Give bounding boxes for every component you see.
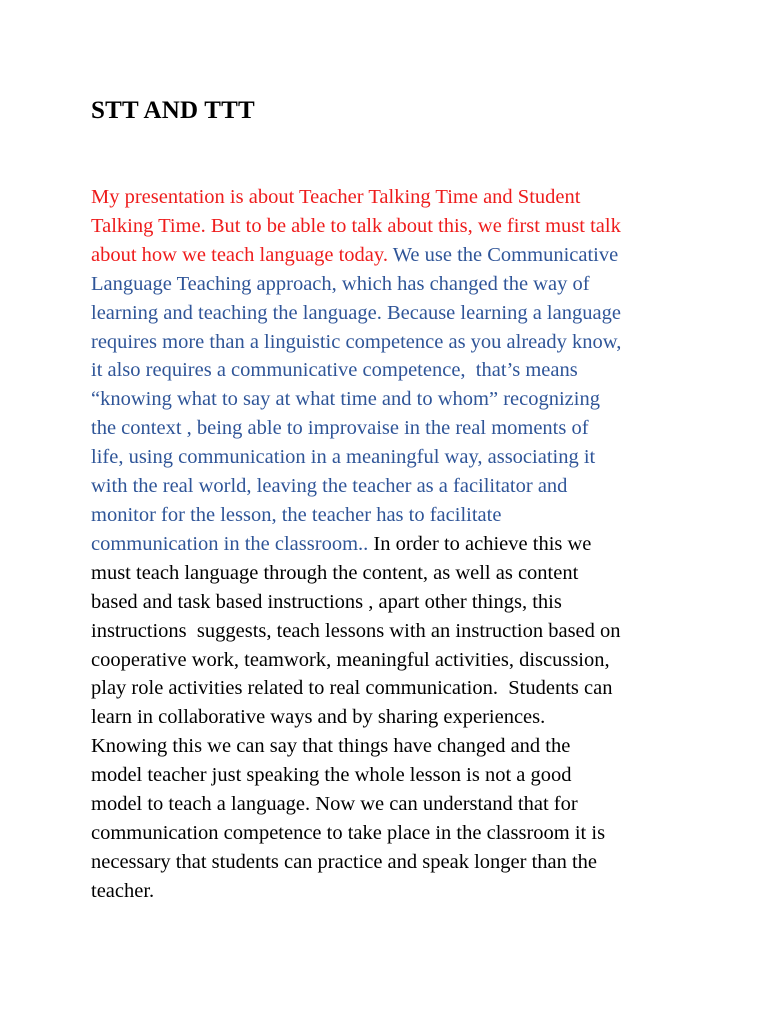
- text-line: [91, 385, 691, 414]
- text-line: [91, 703, 691, 732]
- text-line: [91, 732, 691, 761]
- text-line: [91, 212, 691, 241]
- text-run-black: must teach language through the content, as well as content: [91, 561, 579, 584]
- text-run-black: communication competence to take place in the classroom it is: [91, 821, 606, 844]
- text-line: [91, 790, 691, 819]
- text-line: [91, 530, 691, 559]
- text-run-blue: communication in the classroom..: [91, 532, 369, 555]
- text-run-black: learn in collaborative ways and by sharing experiences.: [91, 706, 546, 729]
- text-run-black: instructions suggests, teach lessons with an instruction based on: [91, 619, 621, 642]
- text-line: [91, 674, 691, 703]
- text-run-black: teacher.: [91, 879, 155, 902]
- text-line: [91, 241, 691, 270]
- text-line: [91, 443, 691, 472]
- text-run-red: My presentation is about Teacher Talking Time and Student: [91, 186, 581, 208]
- text-run-blue: with the real world, leaving the teacher as a facilitator and: [91, 475, 568, 498]
- text-line: [91, 183, 691, 212]
- text-line: [91, 588, 691, 617]
- text-line: [91, 270, 691, 299]
- text-line: [91, 414, 691, 443]
- text-run-blue: it also requires a communicative competence, that’s means: [91, 359, 578, 382]
- text-run-black: cooperative work, teamwork, meaningful activities, discussion,: [91, 648, 610, 671]
- text-run-black: model to teach a language. Now we can understand that for: [91, 793, 578, 816]
- text-run-blue: We use the Communicative: [387, 243, 619, 266]
- text-line: [91, 617, 691, 646]
- text-line: [91, 761, 691, 790]
- text-run-blue: requires more than a linguistic competence as you already know,: [91, 330, 622, 353]
- text-run-blue: the context , being able to improvaise in the real moments of: [91, 417, 589, 440]
- text-run-blue: life, using communication in a meaningful way, associating it: [91, 446, 596, 469]
- text-line: [91, 356, 691, 385]
- text-line: [91, 646, 691, 675]
- text-run-black: necessary that students can practice and speak longer than the: [91, 850, 598, 873]
- text-run-blue: “knowing what to say at what time and to whom” recognizing: [91, 388, 600, 411]
- document-body: [91, 183, 691, 906]
- text-run-blue: Language Teaching approach, which has changed the way of: [91, 272, 590, 295]
- text-run-black: play role activities related to real communication. Students can: [91, 677, 613, 700]
- text-line: [91, 819, 691, 848]
- text-run-black: based and task based instructions , apart other things, this: [91, 590, 562, 613]
- text-run-blue: monitor for the lesson, the teacher has to facilitate: [91, 503, 502, 526]
- text-line: [91, 472, 691, 501]
- text-run-black: model teacher just speaking the whole lesson is not a good: [91, 764, 572, 787]
- text-line: [91, 559, 691, 588]
- text-run-blue: learning and teaching the language. Because learning a language: [91, 301, 621, 324]
- text-run-red: about how we teach language today.: [91, 243, 388, 266]
- text-run-red: Talking Time. But to be able to talk about this, we first must talk: [91, 214, 621, 237]
- text-line: [91, 328, 691, 357]
- text-line: [91, 299, 691, 328]
- text-run-black: Knowing this we can say that things have changed and the: [91, 735, 571, 758]
- document-title: STT AND TTT: [91, 97, 255, 124]
- text-line: [91, 877, 691, 906]
- text-line: [91, 501, 691, 530]
- text-line: [91, 848, 691, 877]
- text-run-black: In order to achieve this we: [368, 532, 592, 555]
